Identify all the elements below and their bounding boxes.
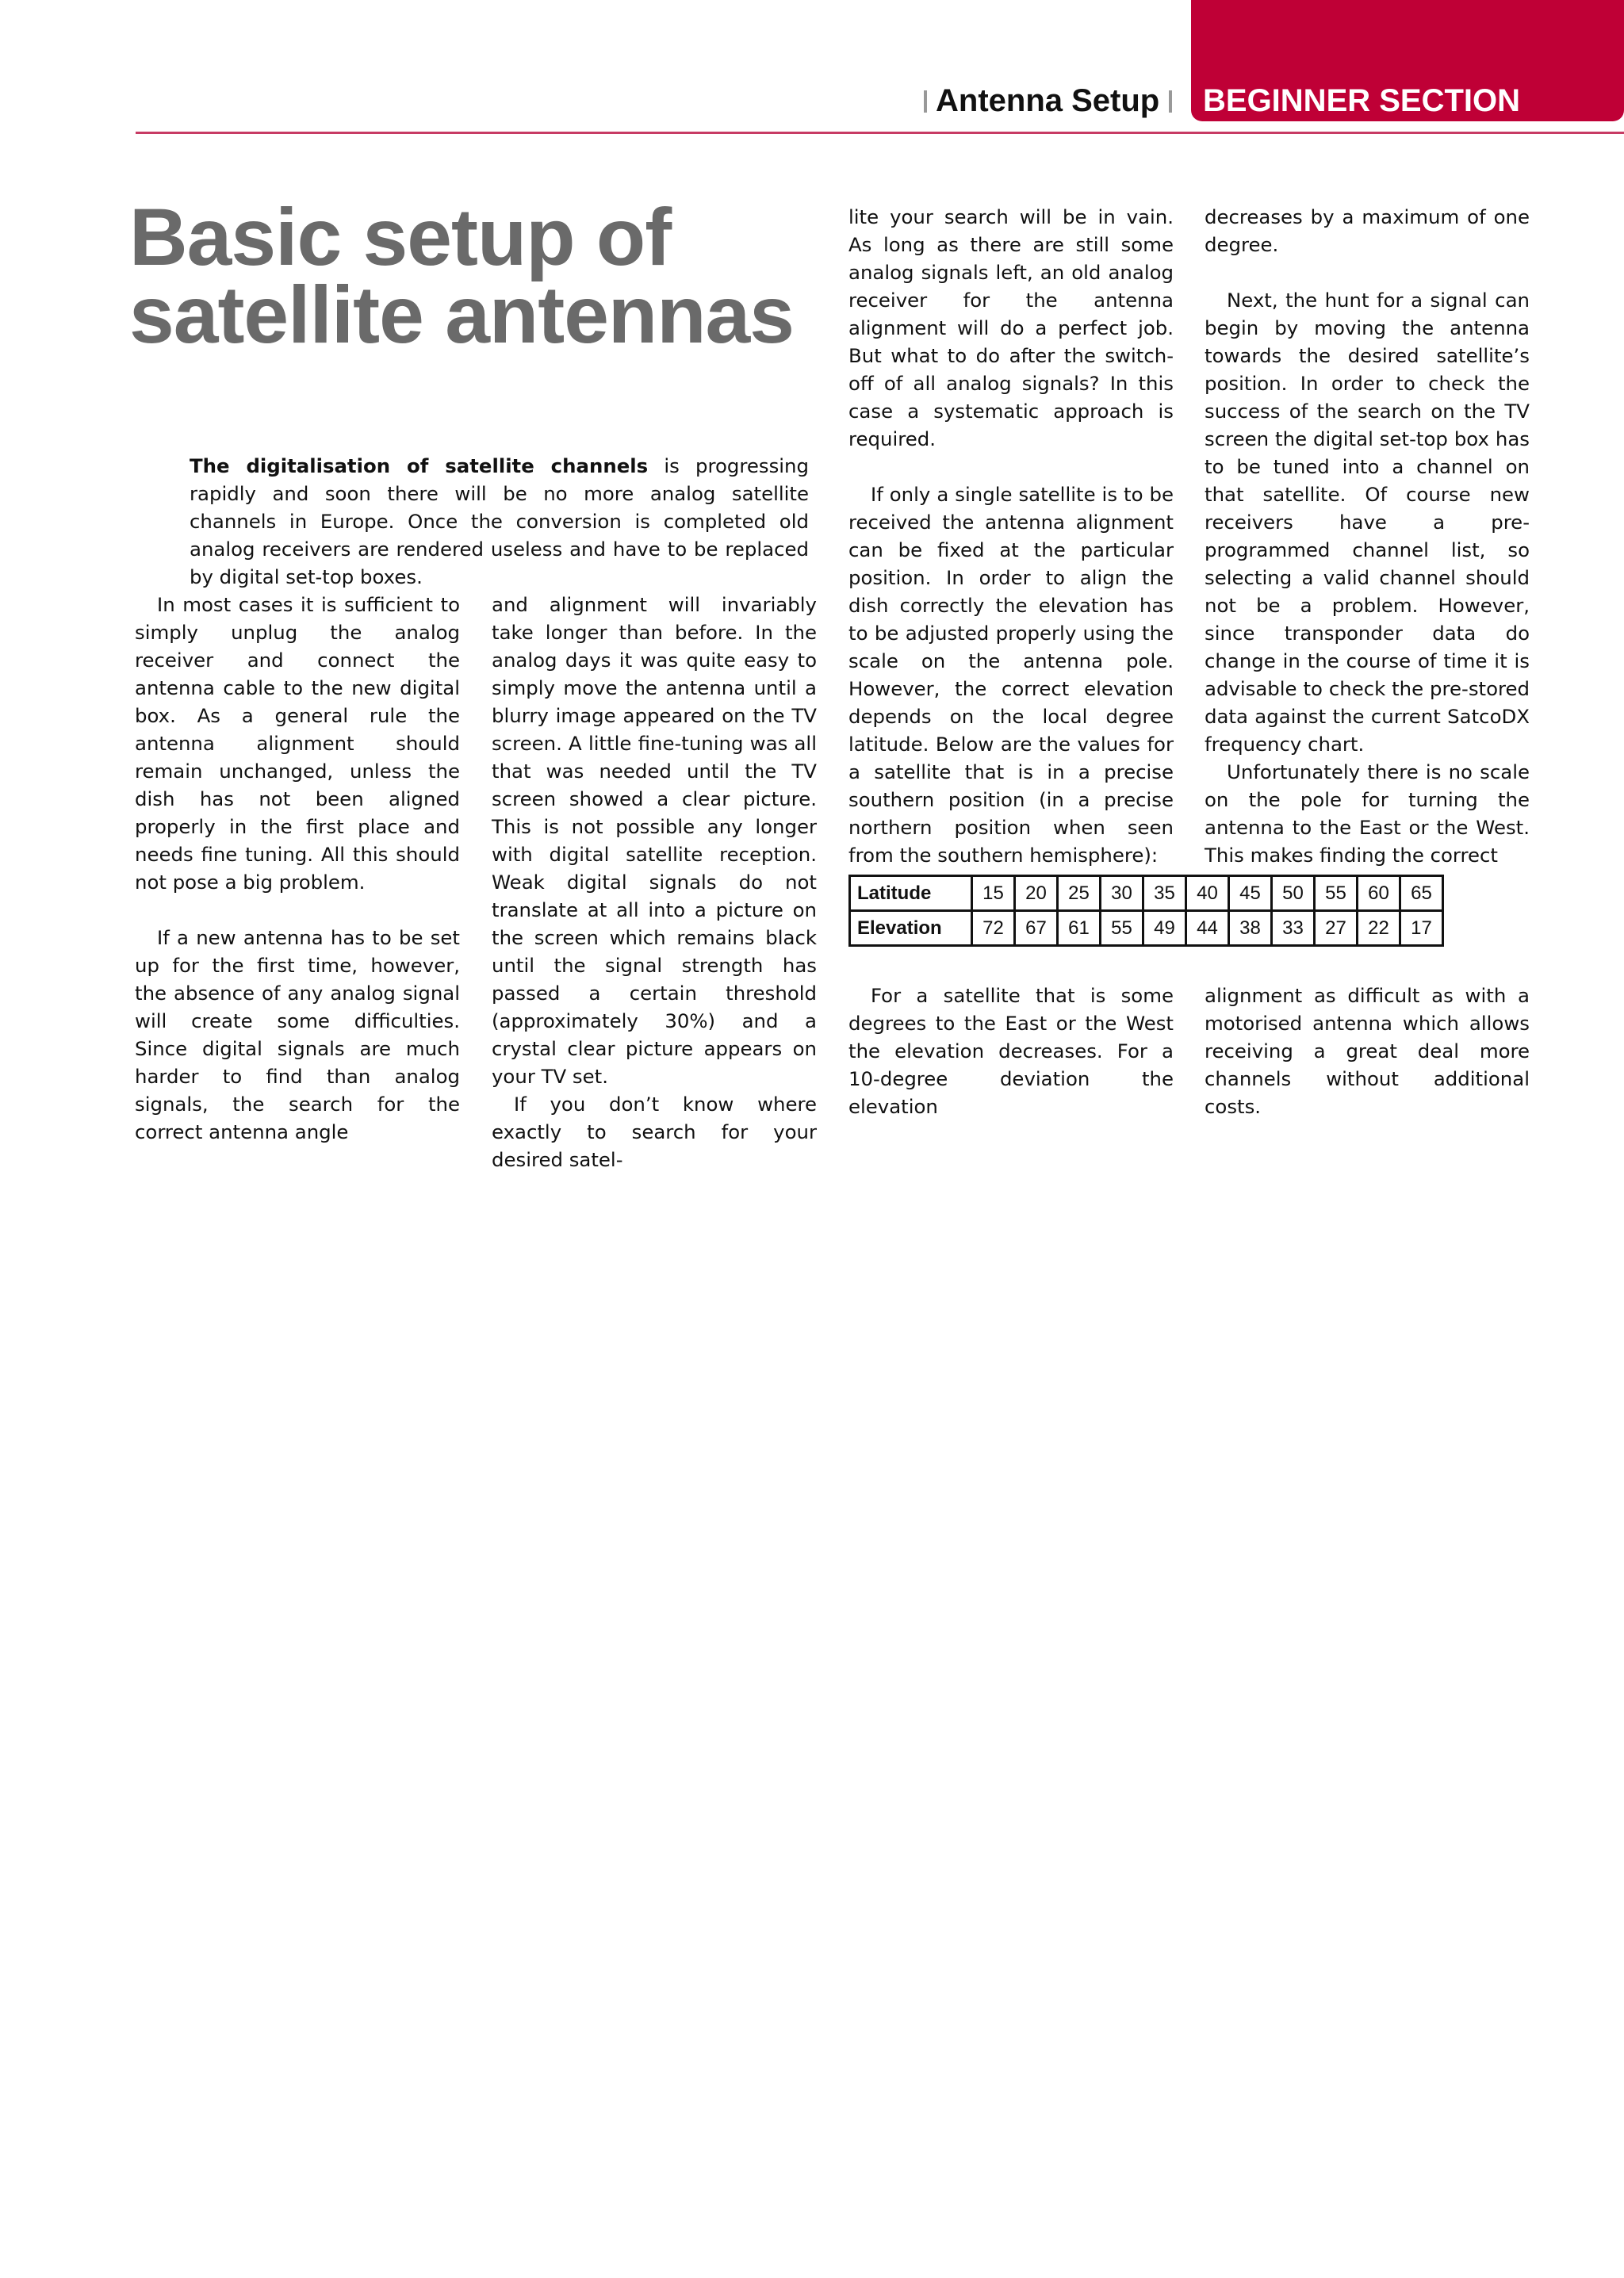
paragraph: alignment as difficult as with a motorised antenna which allows receiving a great deal more channels without additional costs. [1205,984,1530,1118]
table-cell: 40 [1186,876,1229,911]
table-cell: 17 [1400,911,1443,946]
table-cell: 65 [1400,876,1443,911]
paragraph: lite your search will be in vain. As long as there are still some analog signals left, an old analog receiver for the antenna alignment will do a perfect job. But what to do after the switch-off of all analog signals? In this case a systematic approach is required. [848,205,1174,450]
paragraph: If you don’t know where exactly to search for your desired satel- [492,1093,817,1171]
text-column-3-continued [848,982,1174,1120]
paragraph: For a satellite that is some degrees to the East or the West the elevation decreases. For a 10-degree deviation the elevation [848,984,1174,1118]
table-cell: 33 [1272,911,1315,946]
paragraph: If only a single satellite is to be received the antenna alignment can be fixed at the particular position. In order to align the dish correctly the elevation has to be adjusted properly using the scale on the antenna pole. However, the correct elevation depends on the local degree latitude. Below are the values for a satellite that is in a precise southern position (in a precise northern position when seen from the southern hemisphere): [848,483,1174,867]
table-cell: 49 [1143,911,1186,946]
running-header-title: Antenna Setup [936,83,1160,118]
text-column-3 [848,203,1174,869]
article-intro [190,452,809,591]
elevation-table [848,875,1444,947]
text-column-4 [1205,203,1530,869]
paragraph: Next, the hunt for a signal can begin by moving the antenna towards the desired satellite’s position. In order to check the success of the search on the TV screen the digital set-top box has to be tuned into a channel on that satellite. Of course new receivers have a pre-programmed channel list, so selecting a valid channel should not be a problem. However, since transponder data do change in the course of time it is advisable to check the pre-stored data against the current SatcoDX frequency chart. [1205,289,1530,756]
table-row-label: Latitude [850,876,972,911]
table-row-label: Elevation [850,911,972,946]
section-tab-label: BEGINNER SECTION [1203,83,1521,118]
table-cell: 50 [1272,876,1315,911]
table-cell: 22 [1358,911,1400,946]
table-cell: 35 [1143,876,1186,911]
text-column-1 [135,591,460,1146]
table-cell: 55 [1315,876,1358,911]
text-column-4-continued [1205,982,1530,1120]
table-cell: 45 [1229,876,1272,911]
table-row [850,876,1443,911]
table-cell: 44 [1186,911,1229,946]
table-cell: 61 [1058,911,1101,946]
headline-line: satellite antennas [129,270,794,360]
header-separator [924,90,927,113]
table-cell: 60 [1358,876,1400,911]
paragraph: If a new antenna has to be set up for the first time, however, the absence of any analog signal will create some difficulties. Since digital signals are much harder to find than analog signals, the search for the correct antenna angle [135,926,460,1143]
table-cell: 67 [1015,911,1058,946]
paragraph: decreases by a maximum of one degree. [1205,205,1530,256]
paragraph: Unfortunately there is no scale on the pole for turning the antenna to the East or the West. This makes finding the correct [1205,760,1530,867]
headline-line: Basic setup of [129,192,672,282]
table-cell: 30 [1101,876,1143,911]
intro-text: is progressing rapidly and soon there will be no more analog satellite channels in Europe. Once the conversion is completed old analog receivers are rendered useless and have to be replaced by digital set-top boxes. [190,454,809,588]
table-cell: 38 [1229,911,1272,946]
header-separator [1169,90,1172,113]
table-cell: 15 [972,876,1015,911]
article-headline [129,192,843,360]
paragraph: and alignment will invariably take longer than before. In the analog days it was quite easy to simply move the antenna until a blurry image appeared on the TV screen. A little fine-tuning was all that was needed until the TV screen showed a clear picture. This is not possible any longer with digital satellite reception. Weak digital signals do not translate at all into a picture on the screen which remains black until the signal strength has passed a certain threshold (approximately 30%) and a crystal clear picture appears on your TV set. [492,593,817,1088]
table-cell: 25 [1058,876,1101,911]
header-rule [136,132,1624,134]
table-row [850,911,1443,946]
intro-lead: The digitalisation of satellite channels [190,454,649,477]
table-cell: 72 [972,911,1015,946]
table-cell: 20 [1015,876,1058,911]
table-cell: 27 [1315,911,1358,946]
table-cell: 55 [1101,911,1143,946]
paragraph: In most cases it is sufficient to simply unplug the analog receiver and connect the antenna cable to the new digital box. As a general rule the antenna alignment should remain unchanged, unless the dish has not been aligned properly in the first place and needs fine tuning. All this should not pose a big problem. [135,593,460,894]
text-column-2 [492,591,817,1173]
